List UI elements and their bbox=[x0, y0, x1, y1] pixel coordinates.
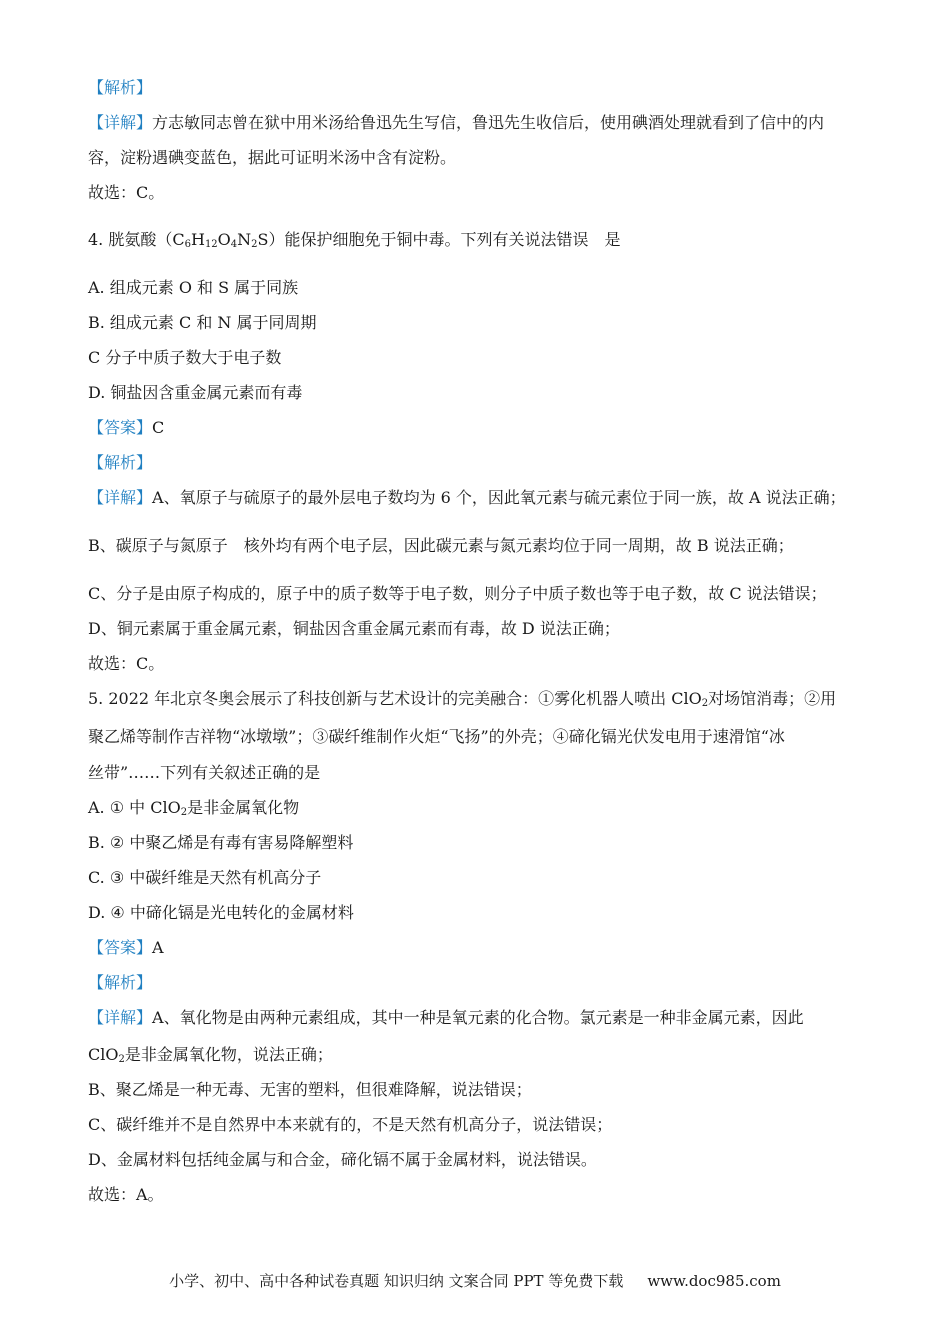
q5-option-b: B. ② 中聚乙烯是有毒有害易降解塑料 bbox=[88, 833, 354, 852]
q5-analysis-label: 【解析】 bbox=[88, 973, 153, 992]
q4-detail-a bbox=[88, 488, 846, 508]
q5-option-d: D. ④ 中碲化镉是光电转化的金属材料 bbox=[88, 903, 354, 922]
q4-formula-sub-6: 6 bbox=[184, 239, 191, 250]
q5-option-a bbox=[88, 798, 299, 818]
q5-detail-d: D、金属材料包括纯金属与和合金，碲化镉不属于金属材料，说法错误。 bbox=[88, 1150, 597, 1169]
q4-stem-prefix: 4. 胱氨酸（C bbox=[88, 230, 185, 249]
q4-detail-a-text: A、氧原子与硫原子的最外层电子数均为 6 个，因此氧元素与硫元素位于同一族，故 A 说法正确； bbox=[152, 488, 846, 507]
q4-detail-d: D、铜元素属于重金属元素，铜盐因含重金属元素而有毒，故 D 说法正确； bbox=[88, 619, 620, 638]
footer-text: 小学、初中、高中各种试卷真题 知识归纳 文案合同 PPT 等免费下载 bbox=[169, 1272, 624, 1290]
q4-formula-s: S bbox=[257, 230, 269, 249]
q5-stem-sub: 2 bbox=[701, 698, 709, 709]
q4-detail-c: C、分子是由原子构成的，原子中的质子数等于电子数，则分子中质子数也等于电子数，故 C 说法错误； bbox=[88, 584, 827, 603]
q4-formula-sub-12: 12 bbox=[204, 239, 218, 250]
q5-stem-line2: 聚乙烯等制作吉祥物“冰墩墩”；③碳纤维制作火炬“飞扬”的外壳；④碲化镉光伏发电用于速滑馆“冰 bbox=[88, 727, 785, 746]
q4-option-b: B. 组成元素 C 和 N 属于同周期 bbox=[88, 313, 317, 332]
q3-detail-line2: 容，淀粉遇碘变蓝色，据此可证明米汤中含有淀粉。 bbox=[88, 148, 457, 167]
q5-answer-value: A bbox=[152, 938, 164, 957]
q5-answer-label: 【答案】 bbox=[88, 938, 153, 957]
q5-detail-c: C、碳纤维并不是自然界中本来就有的，不是天然有机高分子，说法错误； bbox=[88, 1115, 613, 1134]
q4-stem bbox=[88, 230, 621, 250]
q4-formula-h: H bbox=[190, 230, 205, 249]
q5-detail-b: B、聚乙烯是一种无毒、无害的塑料，但很难降解，说法错误； bbox=[88, 1080, 532, 1099]
q3-analysis-label: 【解析】 bbox=[88, 78, 153, 97]
q3-conclusion: 故选：C。 bbox=[88, 183, 165, 202]
q4-formula-o: O bbox=[217, 230, 231, 249]
q5-stem-prefix: 5. 2022 年北京冬奥会展示了科技创新与艺术设计的完美融合：①雾化机器人喷出 ClO bbox=[88, 689, 702, 708]
q5-option-a-suffix: 是非金属氧化物 bbox=[187, 798, 300, 817]
q5-option-a-sub: 2 bbox=[180, 807, 188, 818]
q4-analysis-label: 【解析】 bbox=[88, 453, 153, 472]
q4-formula-n: N bbox=[237, 230, 252, 249]
q5-option-a-prefix: A. ① 中 ClO bbox=[88, 798, 181, 817]
q5-detail-a-text: A、氧化物是由两种元素组成，其中一种是氧元素的化合物。氯元素是一种非金属元素，因此 bbox=[152, 1008, 804, 1027]
q5-detail-a-line1 bbox=[88, 1008, 804, 1028]
q5-option-c: C. ③ 中碳纤维是天然有机高分子 bbox=[88, 868, 322, 887]
q4-detail-label: 【详解】 bbox=[88, 488, 153, 507]
q4-detail-b: B、碳原子与氮原子 核外均有两个电子层，因此碳元素与氮元素均位于同一周期，故 B 说法正确； bbox=[88, 536, 794, 555]
q5-conclusion: 故选：A。 bbox=[88, 1185, 164, 1204]
q5-stem-suffix: 对场馆消毒；②用 bbox=[708, 689, 837, 708]
q5-detail-label: 【详解】 bbox=[88, 1008, 153, 1027]
q5-detail-a-line2 bbox=[88, 1045, 333, 1065]
q5-detail-a2-suffix: 是非金属氧化物，说法正确； bbox=[124, 1045, 333, 1064]
q4-answer-label: 【答案】 bbox=[88, 418, 153, 437]
q4-formula-sub-4: 4 bbox=[230, 239, 238, 250]
q5-detail-a2-sub: 2 bbox=[118, 1054, 125, 1065]
q3-detail-line1 bbox=[88, 113, 824, 133]
q4-option-a: A. 组成元素 O 和 S 属于同族 bbox=[88, 278, 299, 297]
q3-detail-text1: 方志敏同志曾在狱中用米汤给鲁迅先生写信，鲁迅先生收信后，使用碘酒处理就看到了信中的内 bbox=[152, 113, 825, 132]
q5-stem-line3: 丝带”……下列有关叙述正确的是 bbox=[88, 763, 321, 782]
q5-detail-a2-prefix: ClO bbox=[88, 1045, 119, 1064]
q4-stem-suffix: ）能保护细胞免于铜中毒。下列有关说法错误 是 bbox=[268, 230, 621, 249]
q5-stem-line1 bbox=[88, 689, 836, 709]
q3-detail-label: 【详解】 bbox=[88, 113, 153, 132]
q4-conclusion: 故选：C。 bbox=[88, 654, 165, 673]
q4-answer-value: C bbox=[152, 418, 165, 437]
page-footer bbox=[0, 1270, 950, 1291]
q4-option-d: D. 铜盐因含重金属元素而有毒 bbox=[88, 383, 303, 402]
q4-answer bbox=[88, 418, 164, 438]
q4-formula-sub-2: 2 bbox=[251, 239, 258, 250]
q5-answer bbox=[88, 938, 164, 958]
footer-url[interactable]: www.doc985.com bbox=[647, 1272, 781, 1290]
q4-option-c: C 分子中质子数大于电子数 bbox=[88, 348, 282, 367]
